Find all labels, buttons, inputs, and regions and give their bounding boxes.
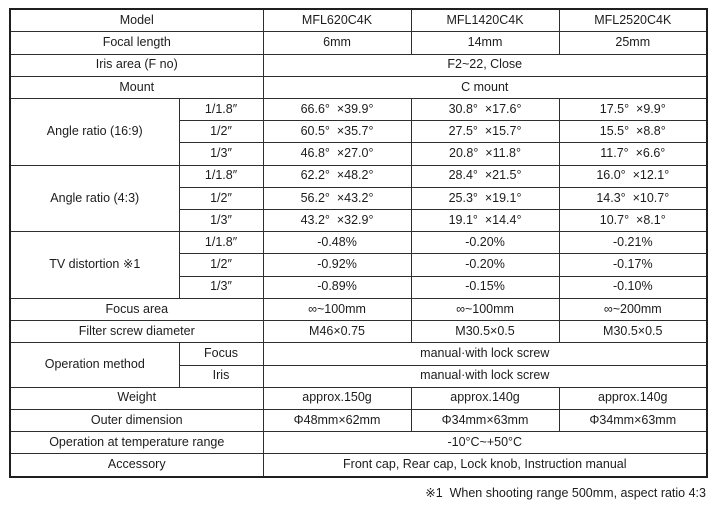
distortion-value-cell: -0.20% <box>411 232 559 254</box>
angle-value-cell: 30.8° ×17.6° <box>411 99 559 121</box>
angle-value-cell: 66.6° ×39.9° <box>263 99 411 121</box>
sensor-size-cell: 1/1.8″ <box>179 99 263 121</box>
row-operation-method <box>10 343 707 365</box>
angle-value-cell: 15.5° ×8.8° <box>559 121 707 143</box>
row-label: TV distortion ※1 <box>10 232 179 299</box>
angle-value-cell: 16.0° ×12.1° <box>559 165 707 187</box>
filter-screw-cell: M30.5×0.5 <box>559 321 707 343</box>
row-label: Angle ratio (4:3) <box>10 165 179 232</box>
sensor-size-cell: 1/2″ <box>179 121 263 143</box>
distortion-value-cell: -0.21% <box>559 232 707 254</box>
operation-sub-label: Focus <box>179 343 263 365</box>
row-label: Outer dimension <box>10 409 263 431</box>
row-label: Focal length <box>10 32 263 54</box>
row-angle-16-9 <box>10 99 707 121</box>
angle-value-cell: 11.7° ×6.6° <box>559 143 707 165</box>
angle-value-cell: 14.3° ×10.7° <box>559 187 707 209</box>
operation-sub-label: Iris <box>179 365 263 387</box>
mount-cell: C mount <box>263 76 707 98</box>
outer-dimension-cell: Φ34mm×63mm <box>411 409 559 431</box>
distortion-value-cell: -0.15% <box>411 276 559 298</box>
sensor-size-cell: 1/2″ <box>179 187 263 209</box>
model-name-cell: MFL1420C4K <box>411 9 559 32</box>
angle-value-cell: 25.3° ×19.1° <box>411 187 559 209</box>
sensor-size-cell: 1/1.8″ <box>179 165 263 187</box>
iris-area-cell: F2~22, Close <box>263 54 707 76</box>
focus-area-cell: ∞~100mm <box>411 298 559 320</box>
operation-value-cell: manual·with lock screw <box>263 343 707 365</box>
angle-value-cell: 60.5° ×35.7° <box>263 121 411 143</box>
focus-area-cell: ∞~100mm <box>263 298 411 320</box>
model-name-cell: MFL620C4K <box>263 9 411 32</box>
spec-table <box>9 8 708 478</box>
focal-length-cell: 6mm <box>263 32 411 54</box>
row-label: Focus area <box>10 298 263 320</box>
row-label: Model <box>10 9 263 32</box>
row-label: Accessory <box>10 454 263 477</box>
weight-cell: approx.150g <box>263 387 411 409</box>
distortion-value-cell: -0.89% <box>263 276 411 298</box>
row-label: Mount <box>10 76 263 98</box>
row-label: Angle ratio (16:9) <box>10 99 179 166</box>
distortion-value-cell: -0.92% <box>263 254 411 276</box>
distortion-value-cell: -0.20% <box>411 254 559 276</box>
temperature-cell: -10°C~+50°C <box>263 432 707 454</box>
distortion-value-cell: -0.17% <box>559 254 707 276</box>
row-filter-screw <box>10 321 707 343</box>
angle-value-cell: 20.8° ×11.8° <box>411 143 559 165</box>
row-tv-distortion <box>10 232 707 254</box>
angle-value-cell: 56.2° ×43.2° <box>263 187 411 209</box>
sensor-size-cell: 1/3″ <box>179 143 263 165</box>
outer-dimension-cell: Φ48mm×62mm <box>263 409 411 431</box>
weight-cell: approx.140g <box>411 387 559 409</box>
focal-length-cell: 14mm <box>411 32 559 54</box>
angle-value-cell: 62.2° ×48.2° <box>263 165 411 187</box>
angle-value-cell: 27.5° ×15.7° <box>411 121 559 143</box>
filter-screw-cell: M30.5×0.5 <box>411 321 559 343</box>
row-label: Operation at temperature range <box>10 432 263 454</box>
row-label: Operation method <box>10 343 179 387</box>
footnote: ※1 When shooting range 500mm, aspect ratio 4:3 <box>425 486 706 500</box>
distortion-value-cell: -0.48% <box>263 232 411 254</box>
sensor-size-cell: 1/2″ <box>179 254 263 276</box>
focal-length-cell: 25mm <box>559 32 707 54</box>
filter-screw-cell: M46×0.75 <box>263 321 411 343</box>
model-name-cell: MFL2520C4K <box>559 9 707 32</box>
row-iris-area <box>10 54 707 76</box>
row-angle-4-3 <box>10 165 707 187</box>
sensor-size-cell: 1/3″ <box>179 210 263 232</box>
row-accessory <box>10 454 707 477</box>
row-focal-length <box>10 32 707 54</box>
angle-value-cell: 46.8° ×27.0° <box>263 143 411 165</box>
row-label: Weight <box>10 387 263 409</box>
row-label: Filter screw diameter <box>10 321 263 343</box>
angle-value-cell: 43.2° ×32.9° <box>263 210 411 232</box>
row-label: Iris area (F no) <box>10 54 263 76</box>
focus-area-cell: ∞~200mm <box>559 298 707 320</box>
outer-dimension-cell: Φ34mm×63mm <box>559 409 707 431</box>
sensor-size-cell: 1/3″ <box>179 276 263 298</box>
operation-value-cell: manual·with lock screw <box>263 365 707 387</box>
angle-value-cell: 17.5° ×9.9° <box>559 99 707 121</box>
angle-value-cell: 10.7° ×8.1° <box>559 210 707 232</box>
spec-table-container <box>9 8 708 478</box>
row-mount <box>10 76 707 98</box>
weight-cell: approx.140g <box>559 387 707 409</box>
row-weight <box>10 387 707 409</box>
angle-value-cell: 19.1° ×14.4° <box>411 210 559 232</box>
sensor-size-cell: 1/1.8″ <box>179 232 263 254</box>
distortion-value-cell: -0.10% <box>559 276 707 298</box>
accessory-cell: Front cap, Rear cap, Lock knob, Instruction manual <box>263 454 707 477</box>
row-temperature <box>10 432 707 454</box>
row-model <box>10 9 707 32</box>
row-focus-area <box>10 298 707 320</box>
angle-value-cell: 28.4° ×21.5° <box>411 165 559 187</box>
row-outer-dimension <box>10 409 707 431</box>
